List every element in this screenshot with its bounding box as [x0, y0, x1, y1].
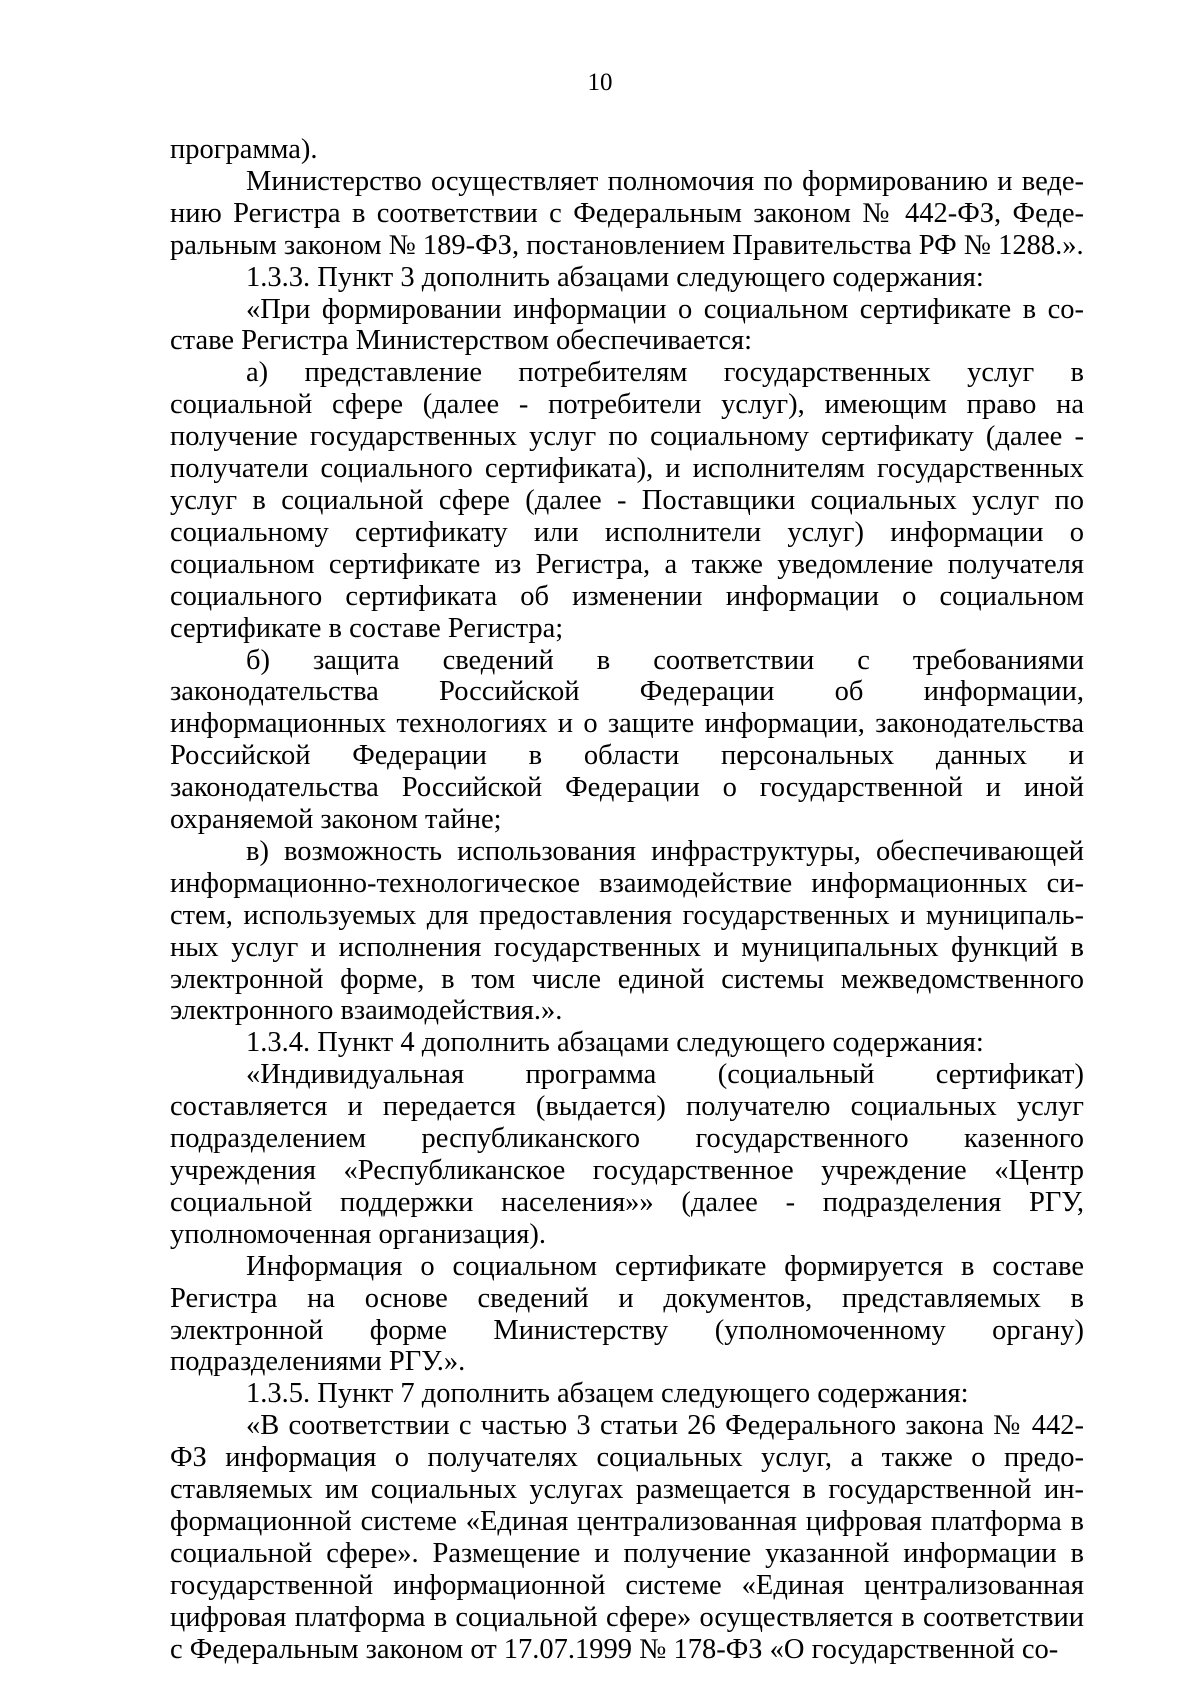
- paragraph-ministry-powers: Министерство осуществляет полномочия по формированию и ведению Регистра в соответствии с Федеральным законом № 442-ФЗ, Федеральным законом № 189-ФЗ, постановлением Правительства РФ № 1288.».: [170, 165, 1084, 261]
- paragraph-item-1-3-4: 1.3.4. Пункт 4 дополнить абзацами следующего содержания:: [246, 1027, 984, 1059]
- paragraph-subitem-c: в) возможность использования инфраструктуры, обеспечивающей информационно-технологическое взаимодействие информационных систем, используемых для предоставления государственных и муниципальных услуг и исполнения государственных и муниципальных функций в электронной форме, в том числе единой системы межведомственного электронного взаимодействия.».: [170, 835, 1084, 1027]
- paragraph-continuation: программа).: [170, 134, 318, 165]
- paragraph-subitem-b: б) защита сведений в соответствии с требованиями законодательства Российской Федерации об информации, информационных технологиях и о защите информации, законодательства Российской Федерации в области персональных данных и законодательства Российской Федерации о государственной и иной охраняемой законом тайне;: [170, 644, 1084, 836]
- paragraph-item-1-3-5: 1.3.5. Пункт 7 дополнить абзацем следующего содержания:: [246, 1378, 969, 1410]
- paragraph-federal-law-article: «В соответствии с частью 3 статьи 26 Федерального закона № 442-ФЗ информация о получателях социальных услуг, а также о предоставляемых им социальных услугах размещается в государственной информационной системе «Единая централизованная цифровая платформа в социальной сфере». Размещение и получение указанной информации в государственной информационной системе «Единая централизованная цифровая платформа в социальной сфере» осуществляется в соответствии с Федеральным законом от 17.07.1999 № 178-ФЗ «О государственной со-: [170, 1410, 1084, 1665]
- page-number: 10: [587, 69, 613, 96]
- paragraph-subitem-a: а) представление потребителям государственных услуг в социальной сфере (далее - потребители услуг), имеющим право на получение государственных услуг по социальному сертификату (далее - получатели социального сертификата), и исполнителям государственных услуг в социальной сфере (далее - Поставщики социальных услуг по социальному сертификату или исполнители услуг) информации о социальном сертификате из Регистра, а также уведомление получателя социального сертификата об изменении информации о социальном сертификате в составе Регистра;: [170, 357, 1084, 644]
- document-body: [170, 134, 1084, 1666]
- paragraph-certificate-formation: «При формировании информации о социальном сертификате в составе Регистра Министерством обеспечивается:: [170, 293, 1084, 357]
- paragraph-individual-program: «Индивидуальная программа (социальный сертификат) составляется и передается (выдается) получателю социальных услуг подразделением республиканского государственного казенного учреждения «Республиканское государственное учреждение «Центр социальной поддержки населения»» (далее - подразделения РГУ, уполномоченная организация).: [170, 1059, 1084, 1250]
- paragraph-certificate-information: Информация о социальном сертификате формируется в составе Регистра на основе сведений и документов, представляемых в электронной форме Министерству (уполномоченному органу) подразделениями РГУ.».: [170, 1250, 1084, 1378]
- paragraph-item-1-3-3: 1.3.3. Пункт 3 дополнить абзацами следующего содержания:: [246, 261, 984, 293]
